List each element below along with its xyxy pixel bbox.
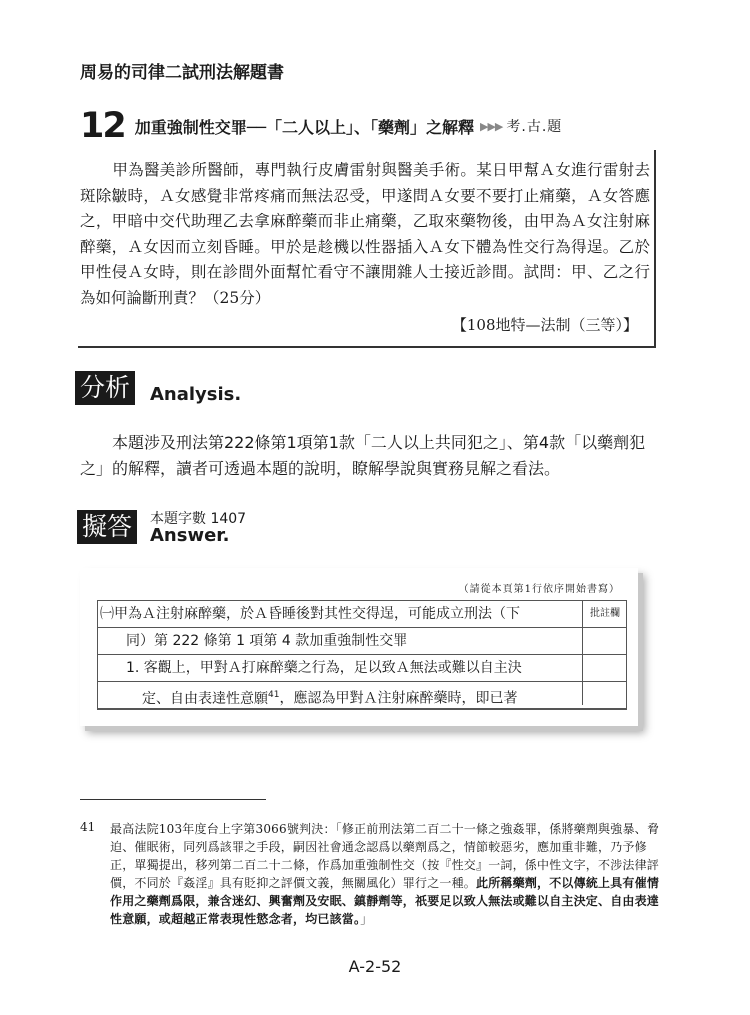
answer-sheet (80, 568, 638, 726)
question-title-bar (80, 106, 660, 146)
answer-line: 同）第 222 條第 1 項第 4 款加重強制性交罪 (98, 628, 626, 655)
past-exam-tag: 考.古.題 (506, 119, 563, 135)
answer-line: 定、自由表達性意願$^{41}$，應認為甲對Ａ注射麻醉藥時，即已著 (98, 682, 626, 709)
question-number: 12 (80, 106, 125, 146)
triple-arrow-icon: ▶▶▶ (480, 119, 503, 133)
answer-label: Answer. (150, 525, 230, 546)
margin-column-divider (582, 653, 583, 705)
question-source: 【108地特—法制（三等）】 (451, 316, 638, 334)
word-count: 本題字數 1407 (150, 511, 247, 527)
sheet-instruction: （請從本頁第1行依序開始書寫） (458, 584, 620, 595)
analysis-label: Analysis. (150, 384, 242, 405)
book-header: 周易的司律二試刑法解題書 (80, 63, 284, 83)
question-body: 甲為醫美診所醫師，專門執行皮膚雷射與醫美手術。某日甲幫Ａ女進行雷射去斑除皺時，Ａ女感覺非常疼痛而無法忍受，甲遂問Ａ女要不要打止痛藥，Ａ女答應之，甲暗中交代助理乙去拿麻醉藥而非止痛藥，乙取來藥物後，由甲為Ａ女注射麻醉藥，Ａ女因而立刻昏睡。甲於是趁機以性器插入Ａ女下體為性交行為得逞。乙於甲性侵Ａ女時，則在診間外面幫忙看守不讓閒雜人士接近診間。試問：甲、乙之行為如何論斷刑責？（25分） (80, 161, 650, 307)
question-box (78, 150, 656, 348)
footnote-divider (80, 799, 266, 800)
analysis-badge: 分析 (75, 371, 135, 405)
answer-line: 1. 客觀上，甲對Ａ打麻醉藥之行為，足以致Ａ無法或難以自主決 (98, 655, 626, 682)
footnote-text: 最高法院103年度台上字第3066號判決：「修正前刑法第二百二十一條之強姦罪，係將藥劑與強暴、脅迫、催眠術，同列爲該罪之手段，嗣因社會通念認爲以藥劑爲之，情節較惡劣，應加重非難，乃予修正，單獨提出，移列第二百二十二條，作爲加重強制性交（按『性交』一詞，係中性文字，不涉法律評價，不同於『姦淫』具有貶抑之評價文義，無關風化）罪行之一種。此所稱藥劑，不以傳統上具有催情作用之藥劑爲限，兼含迷幻、興奮劑及安眠、鎮靜劑等，祇要足以致人無法或難以自主決定、自由表達性意願，或超越正常表現性慾念者，均已該當。」 (110, 822, 660, 926)
analysis-text: 本題涉及刑法第222條第1項第1款「二人以上共同犯之」、第4款「以藥劑犯之」的解釋，讀者可透過本題的說明，瞭解學說與實務見解之看法。 (80, 433, 646, 478)
answer-badge: 擬答 (77, 510, 137, 544)
margin-column: 批註欄 (582, 601, 627, 653)
answer-line: ㈠甲為Ａ注射麻醉藥，於Ａ昏睡後對其性交得逞，可能成立刑法（下 (98, 601, 626, 628)
page-number: A-2-52 (348, 957, 402, 976)
footnote-number: 41 (80, 820, 96, 834)
answer-grid (97, 600, 627, 710)
footnote-ref: 41 (268, 690, 280, 700)
question-title: 加重強制性交罪──「二人以上」、「藥劑」之解釋 (134, 117, 474, 137)
